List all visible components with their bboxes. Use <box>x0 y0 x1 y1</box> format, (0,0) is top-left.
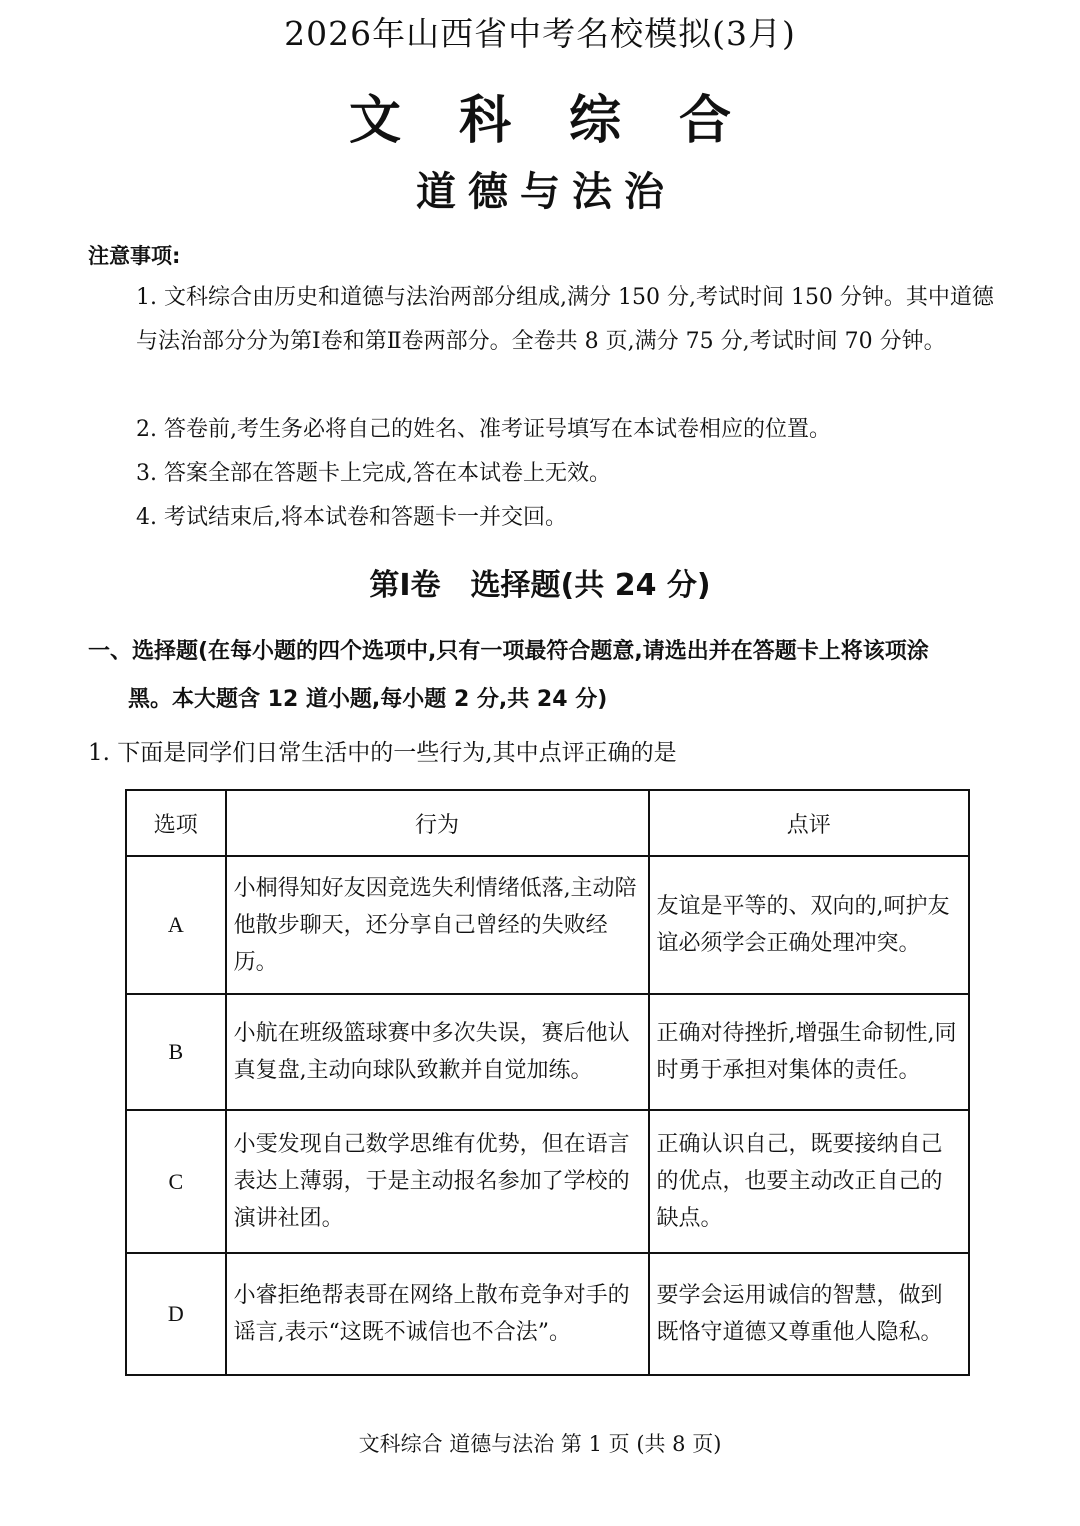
header-behavior: 行为 <box>226 790 649 856</box>
subsubject-title: 道德与法治 <box>416 169 676 215</box>
notice-item-1: 1. 文科综合由历史和道德与法治两部分组成,满分 150 分,考试时间 150 分钟。其中道德与法治部分分为第Ⅰ卷和第Ⅱ卷两部分。全卷共 8 页,满分 75 分,考试时间 70 分钟。 <box>136 285 994 354</box>
option-behavior: 小雯发现自己数学思维有优势，但在语言表达上薄弱，于是主动报名参加了学校的演讲社团。 <box>226 1110 649 1253</box>
table-row <box>126 1110 969 1253</box>
notice-item-4: 4. 考试结束后,将本试卷和答题卡一并交回。 <box>136 505 567 530</box>
part-instruction <box>88 628 998 724</box>
option-letter: B <box>126 994 226 1110</box>
notice-item-2: 2. 答卷前,考生务必将自己的姓名、准考证号填写在本试卷相应的位置。 <box>136 417 831 442</box>
option-letter: D <box>126 1253 226 1375</box>
notice-item-3: 3. 答案全部在答题卡上完成,答在本试卷上无效。 <box>136 461 611 486</box>
option-comment: 正确对待挫折,增强生命韧性,同时勇于承担对集体的责任。 <box>649 994 970 1110</box>
options-table <box>125 789 970 1376</box>
table-row <box>126 856 969 994</box>
option-behavior: 小睿拒绝帮表哥在网络上散布竞争对手的谣言,表示“这既不诚信也不合法”。 <box>226 1253 649 1375</box>
subject-title: 文科综合 <box>348 91 789 151</box>
option-comment: 友谊是平等的、双向的,呵护友谊必须学会正确处理冲突。 <box>649 856 970 994</box>
page-footer: 文科综合 道德与法治 第 1 页 (共 8 页) <box>358 1432 722 1456</box>
option-letter: C <box>126 1110 226 1253</box>
exam-title: 2026年山西省中考名校模拟(3月) <box>284 14 796 53</box>
question-stem: 1. 下面是同学们日常生活中的一些行为,其中点评正确的是 <box>88 740 677 766</box>
header-comment: 点评 <box>649 790 970 856</box>
notice-heading: 注意事项: <box>88 244 181 268</box>
part-instruction-line-1: 一、选择题(在每小题的四个选项中,只有一项最符合题意,请选出并在答题卡上将该项涂 <box>88 639 929 664</box>
table-header-row <box>126 790 969 856</box>
option-behavior: 小航在班级篮球赛中多次失误，赛后他认真复盘,主动向球队致歉并自觉加练。 <box>226 994 649 1110</box>
option-behavior: 小桐得知好友因竞选失利情绪低落,主动陪他散步聊天，还分享自己曾经的失败经历。 <box>226 856 649 994</box>
table-row <box>126 1253 969 1375</box>
option-comment: 要学会运用诚信的智慧，做到既恪守道德又尊重他人隐私。 <box>649 1253 970 1375</box>
option-letter: A <box>126 856 226 994</box>
option-comment: 正确认识自己，既要接纳自己的优点，也要主动改正自己的缺点。 <box>649 1110 970 1253</box>
section-heading: 第Ⅰ卷 选择题(共 24 分) <box>369 568 711 603</box>
part-instruction-line-2: 黑。本大题含 12 道小题,每小题 2 分,共 24 分) <box>128 687 608 712</box>
table-row <box>126 994 969 1110</box>
header-option: 选项 <box>126 790 226 856</box>
